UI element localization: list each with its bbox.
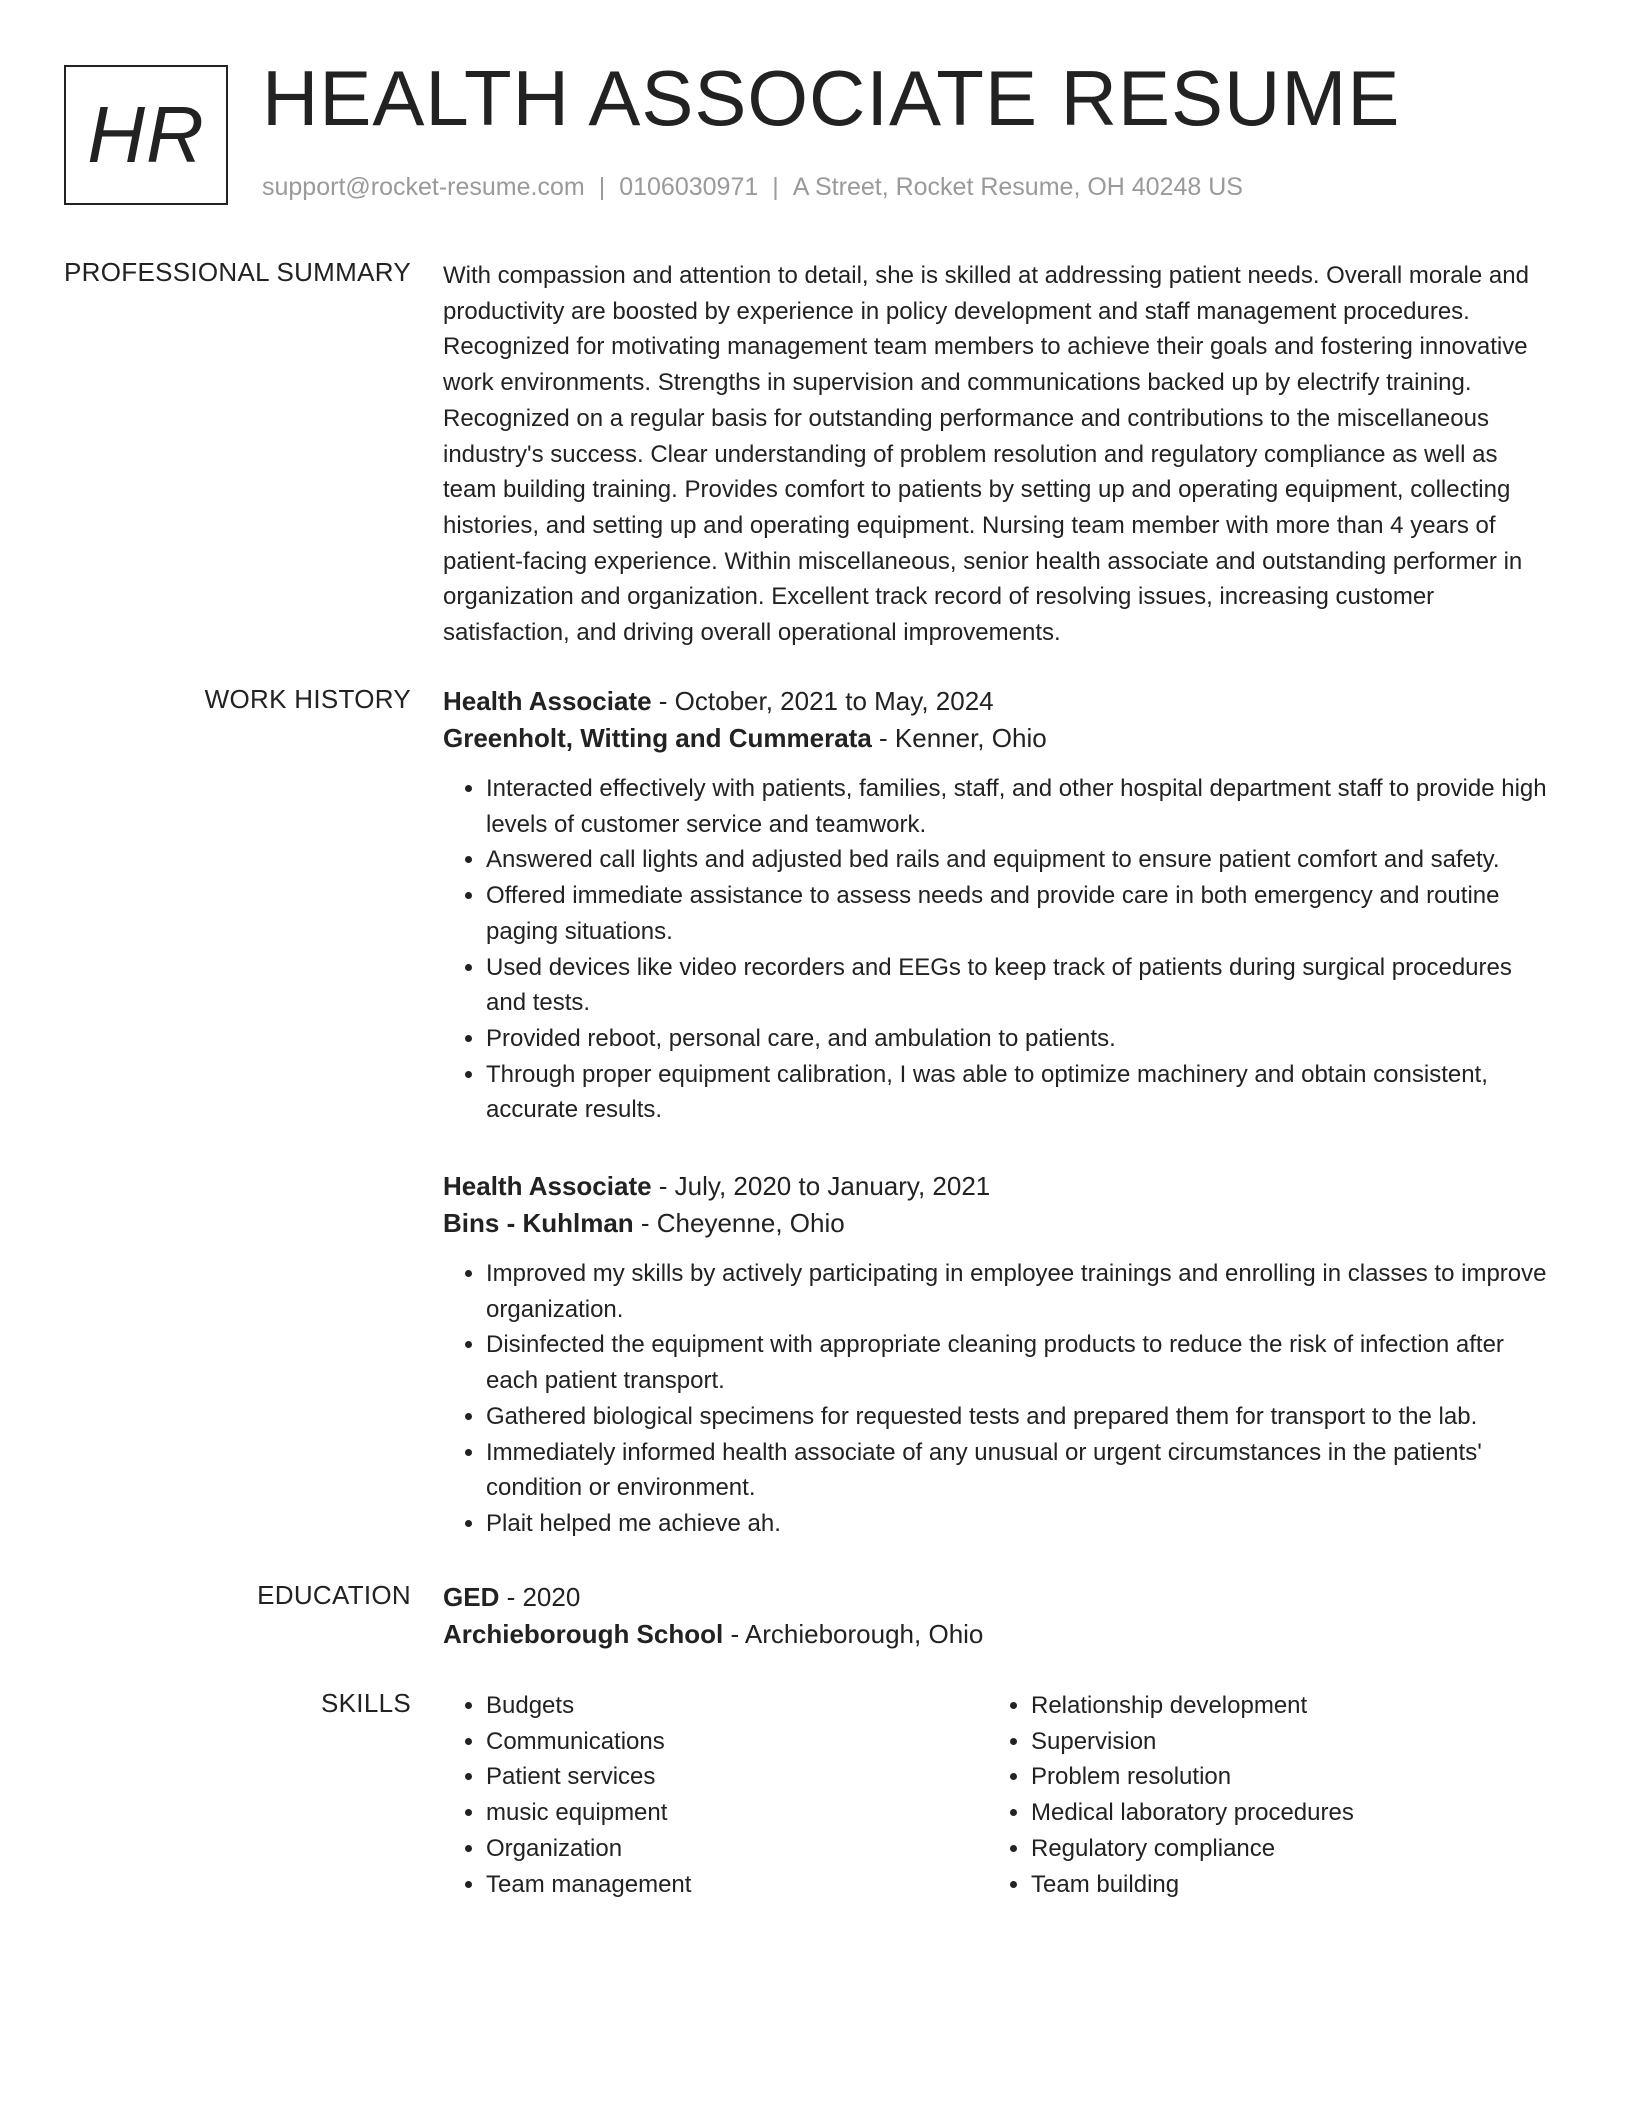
job-title-line bbox=[443, 1168, 1553, 1205]
job-bullet: • Used devices like video recorders and EEGs to keep track of patients during surgical procedures and tests. bbox=[486, 950, 1553, 1021]
education-location: - Archieborough, Ohio bbox=[723, 1619, 984, 1649]
education-degree-line bbox=[443, 1579, 1553, 1616]
education-degree: GED bbox=[443, 1582, 500, 1612]
contact-email: support@rocket-resume.com bbox=[262, 173, 585, 201]
job-entry bbox=[443, 683, 1553, 1128]
skills-columns bbox=[443, 1688, 1553, 1902]
job-location: - Cheyenne, Ohio bbox=[633, 1208, 845, 1238]
monogram-box bbox=[64, 65, 228, 205]
job-bullet: • Immediately informed health associate of any unusual or urgent circumstances in the patients' condition or environment. bbox=[486, 1435, 1553, 1506]
skill-item: • Medical laboratory procedures bbox=[1031, 1795, 1533, 1831]
section-label-work-history: WORK HISTORY bbox=[204, 684, 411, 714]
job-bullet: • Provided reboot, personal care, and ambulation to patients. bbox=[486, 1021, 1553, 1057]
job-dates: - October, 2021 to May, 2024 bbox=[651, 686, 994, 716]
section-label-education: EDUCATION bbox=[257, 1580, 411, 1610]
job-location: - Kenner, Ohio bbox=[871, 723, 1047, 753]
job-title-line bbox=[443, 683, 1553, 720]
skills-list bbox=[443, 1688, 988, 1902]
skill-item: • Team building bbox=[1031, 1867, 1533, 1903]
job-company: Bins - Kuhlman bbox=[443, 1208, 634, 1238]
job-bullet: • Plait helped me achieve ah. bbox=[486, 1506, 1553, 1542]
skill-item: • Relationship development bbox=[1031, 1688, 1533, 1724]
skill-item: • Problem resolution bbox=[1031, 1759, 1533, 1795]
education-school: Archieborough School bbox=[443, 1619, 724, 1649]
skills-list bbox=[988, 1688, 1533, 1902]
job-entry bbox=[443, 1168, 1553, 1542]
job-title: Health Associate bbox=[443, 1171, 652, 1201]
job-bullets bbox=[443, 1256, 1553, 1542]
contact-address: A Street, Rocket Resume, OH 40248 US bbox=[792, 173, 1243, 201]
job-company-line bbox=[443, 1205, 1553, 1242]
contact-phone: 0106030971 bbox=[619, 173, 759, 201]
contact-separator: | bbox=[772, 173, 779, 201]
contact-line bbox=[262, 173, 1243, 202]
job-bullet: • Through proper equipment calibration, I was able to optimize machinery and obtain consistent, accurate results. bbox=[486, 1057, 1553, 1128]
skills-column-right bbox=[988, 1688, 1533, 1902]
job-company: Greenholt, Witting and Cummerata bbox=[443, 723, 872, 753]
skill-item: • Team management bbox=[486, 1867, 988, 1903]
skill-item: • Supervision bbox=[1031, 1724, 1533, 1760]
job-bullet: • Gathered biological specimens for requested tests and prepared them for transport to the lab. bbox=[486, 1399, 1553, 1435]
job-bullet: • Disinfected the equipment with appropriate cleaning products to reduce the risk of infection after each patient transport. bbox=[486, 1327, 1553, 1398]
summary-text: With compassion and attention to detail, she is skilled at addressing patient needs. Overall morale and productivity are boosted by experience in policy development and staff management procedures. Recognized for motivating management team members to achieve their goals and fostering innovative work environments. Strengths in supervision and communications backed up by electrify training. Recognized on a regular basis for outstanding performance and contributions to the miscellaneous industry's success. Clear understanding of problem resolution and regulatory compliance as well as team building training. Provides comfort to patients by setting up and operating equipment, collecting histories, and setting up and operating equipment. Nursing team member with more than 4 years of patient-facing experience. Within miscellaneous, senior health associate and outstanding performer in organization and organization. Excellent track record of resolving issues, increasing customer satisfaction, and driving overall operational improvements. bbox=[443, 262, 1529, 647]
job-bullet: • Offered immediate assistance to assess needs and provide care in both emergency and routine paging situations. bbox=[486, 878, 1553, 949]
resume-title: HEALTH ASSOCIATE RESUME bbox=[262, 54, 1401, 142]
skill-item: • Regulatory compliance bbox=[1031, 1831, 1533, 1867]
job-bullet: • Improved my skills by actively participating in employee trainings and enrolling in classes to improve organization. bbox=[486, 1256, 1553, 1327]
skill-item: • Patient services bbox=[486, 1759, 988, 1795]
job-bullets bbox=[443, 771, 1553, 1128]
skill-item: • Organization bbox=[486, 1831, 988, 1867]
skill-item: • Budgets bbox=[486, 1688, 988, 1724]
job-dates: - July, 2020 to January, 2021 bbox=[651, 1171, 991, 1201]
contact-separator: | bbox=[598, 173, 606, 201]
education-year: - 2020 bbox=[499, 1582, 581, 1612]
job-bullet: • Interacted effectively with patients, families, staff, and other hospital department staff to provide high levels of customer service and teamwork. bbox=[486, 771, 1553, 842]
section-label-skills: SKILLS bbox=[321, 1688, 411, 1718]
skill-item: • music equipment bbox=[486, 1795, 988, 1831]
job-company-line bbox=[443, 720, 1553, 757]
job-title: Health Associate bbox=[443, 686, 652, 716]
section-label-summary: PROFESSIONAL SUMMARY bbox=[64, 257, 411, 287]
skill-item: • Communications bbox=[486, 1724, 988, 1760]
monogram-initials: HR bbox=[87, 90, 205, 179]
job-bullet: • Answered call lights and adjusted bed rails and equipment to ensure patient comfort and safety. bbox=[486, 842, 1553, 878]
skills-column-left bbox=[443, 1688, 988, 1902]
education-school-line bbox=[443, 1616, 1553, 1653]
